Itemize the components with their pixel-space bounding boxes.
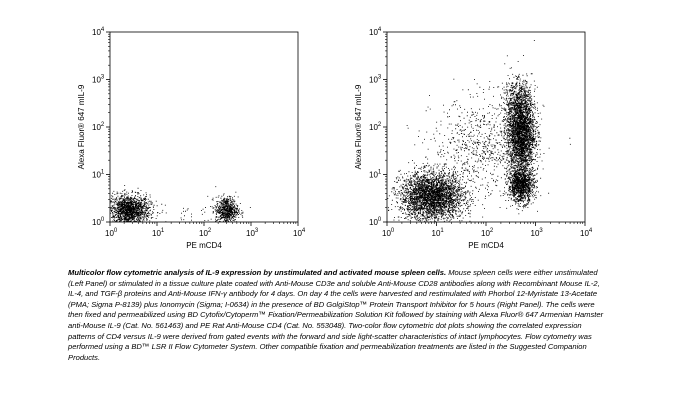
y-tick-label: $10^2$ bbox=[369, 122, 382, 132]
y-tick-label: $10^3$ bbox=[369, 74, 382, 85]
y-tick-label: $10^4$ bbox=[92, 27, 105, 37]
dot-population-group bbox=[382, 40, 571, 237]
y-tick-label: $10^0$ bbox=[369, 217, 382, 227]
dot-population bbox=[503, 159, 549, 214]
y-tick-exponent: 1 bbox=[100, 169, 105, 176]
right-panel-plot bbox=[354, 27, 593, 250]
y-tick-exponent: 3 bbox=[377, 74, 382, 81]
y-tick-label: $10^3$ bbox=[92, 74, 105, 85]
x-axis-label: PE mCD4 bbox=[468, 241, 504, 250]
y-tick-exponent: 4 bbox=[377, 27, 382, 33]
x-axis-label: PE mCD4 bbox=[186, 241, 222, 250]
y-tick-exponent: 0 bbox=[100, 217, 105, 223]
x-tick-exponent: 0 bbox=[390, 228, 395, 234]
y-tick-exponent: 3 bbox=[100, 74, 105, 81]
figure-caption bbox=[68, 268, 608, 363]
plot-frame bbox=[110, 32, 298, 222]
x-tick-label: $10^1$ bbox=[152, 228, 165, 238]
x-tick-exponent: 3 bbox=[254, 228, 259, 234]
x-tick-exponent: 2 bbox=[489, 228, 494, 234]
x-tick-label: $10^4$ bbox=[293, 228, 306, 238]
y-tick-label: $10^4$ bbox=[369, 27, 382, 37]
y-tick-label: $10^0$ bbox=[92, 217, 105, 227]
y-tick-exponent: 2 bbox=[100, 122, 105, 128]
x-tick-exponent: 4 bbox=[301, 228, 306, 234]
x-tick-label: $10^4$ bbox=[580, 228, 593, 238]
x-tick-exponent: 1 bbox=[160, 228, 165, 234]
x-tick-label: $10^2$ bbox=[199, 228, 212, 238]
y-tick-exponent: 4 bbox=[100, 27, 105, 33]
caption-body: Mouse spleen cells were either unstimulated (Left Panel) or stimulated in a tissue culture plate coated with Anti-Mouse CD3e and soluble Anti-Mouse CD28 antibodies along with Recombinant Mouse IL-2, IL-4, and TGF-β proteins and Anti-Mouse IFN-γ antibody for 4 days. On day 4 the cells were harvested and restimulated with Phorbol 12-Myristate 13-Acetate (PMA; Sigma P-8139) plus Ionomycin (Sigma; I-0634) in the presence of BD GolgiStop™ Protein Transport Inhibitor for 5 hours (Right Panel). The cells were then fixed and permeabilized using BD Cytofix/Cytoperm™ Fixation/Permeabilization Solution Kit followed by staining with Alexa Fluor® 647 Armenian Hamster anti-Mouse IL-9 (Cat. No. 561463) and PE Rat Anti-Mouse CD4 (Cat. No. 553048). Two-color flow cytometric dot plots showing the correlated expression patterns of CD4 versus IL-9 were derived from gated events with the forward and side light-scatter characteristics of intact lymphocytes. Flow cytometry was performed using a BD™ LSR II Flow Cytometer System. Other compatible fixation and permeabilization treatments are listed in the Suggested Companion Products. bbox=[68, 268, 604, 362]
y-tick-label: $10^2$ bbox=[92, 122, 105, 132]
caption-title: Multicolor flow cytometric analysis of IL-9 expression by unstimulated and activated mouse spleen cells. bbox=[68, 268, 447, 277]
y-tick-label: $10^1$ bbox=[369, 169, 382, 180]
y-tick-exponent: 1 bbox=[377, 169, 382, 176]
x-tick-exponent: 0 bbox=[113, 228, 118, 234]
y-axis-label: Alexa Fluor® 647 mIL-9 bbox=[77, 84, 86, 170]
x-tick-label: $10^0$ bbox=[382, 228, 395, 238]
dot-population bbox=[207, 186, 243, 231]
x-tick-label: $10^1$ bbox=[431, 228, 444, 238]
x-tick-exponent: 4 bbox=[588, 228, 593, 234]
x-tick-label: $10^3$ bbox=[530, 228, 543, 238]
x-tick-label: $10^2$ bbox=[481, 228, 494, 238]
x-tick-label: $10^0$ bbox=[105, 228, 118, 238]
x-tick-exponent: 2 bbox=[207, 228, 212, 234]
y-axis-label: Alexa Fluor® 647 mIL-9 bbox=[354, 84, 363, 170]
y-tick-exponent: 0 bbox=[377, 217, 382, 223]
left-panel-plot bbox=[77, 27, 306, 250]
y-tick-label: $10^1$ bbox=[92, 169, 105, 180]
x-tick-exponent: 1 bbox=[440, 228, 444, 234]
x-tick-label: $10^3$ bbox=[246, 228, 259, 238]
x-tick-exponent: 3 bbox=[539, 228, 543, 234]
dot-population bbox=[382, 154, 500, 238]
y-tick-exponent: 2 bbox=[377, 122, 382, 128]
